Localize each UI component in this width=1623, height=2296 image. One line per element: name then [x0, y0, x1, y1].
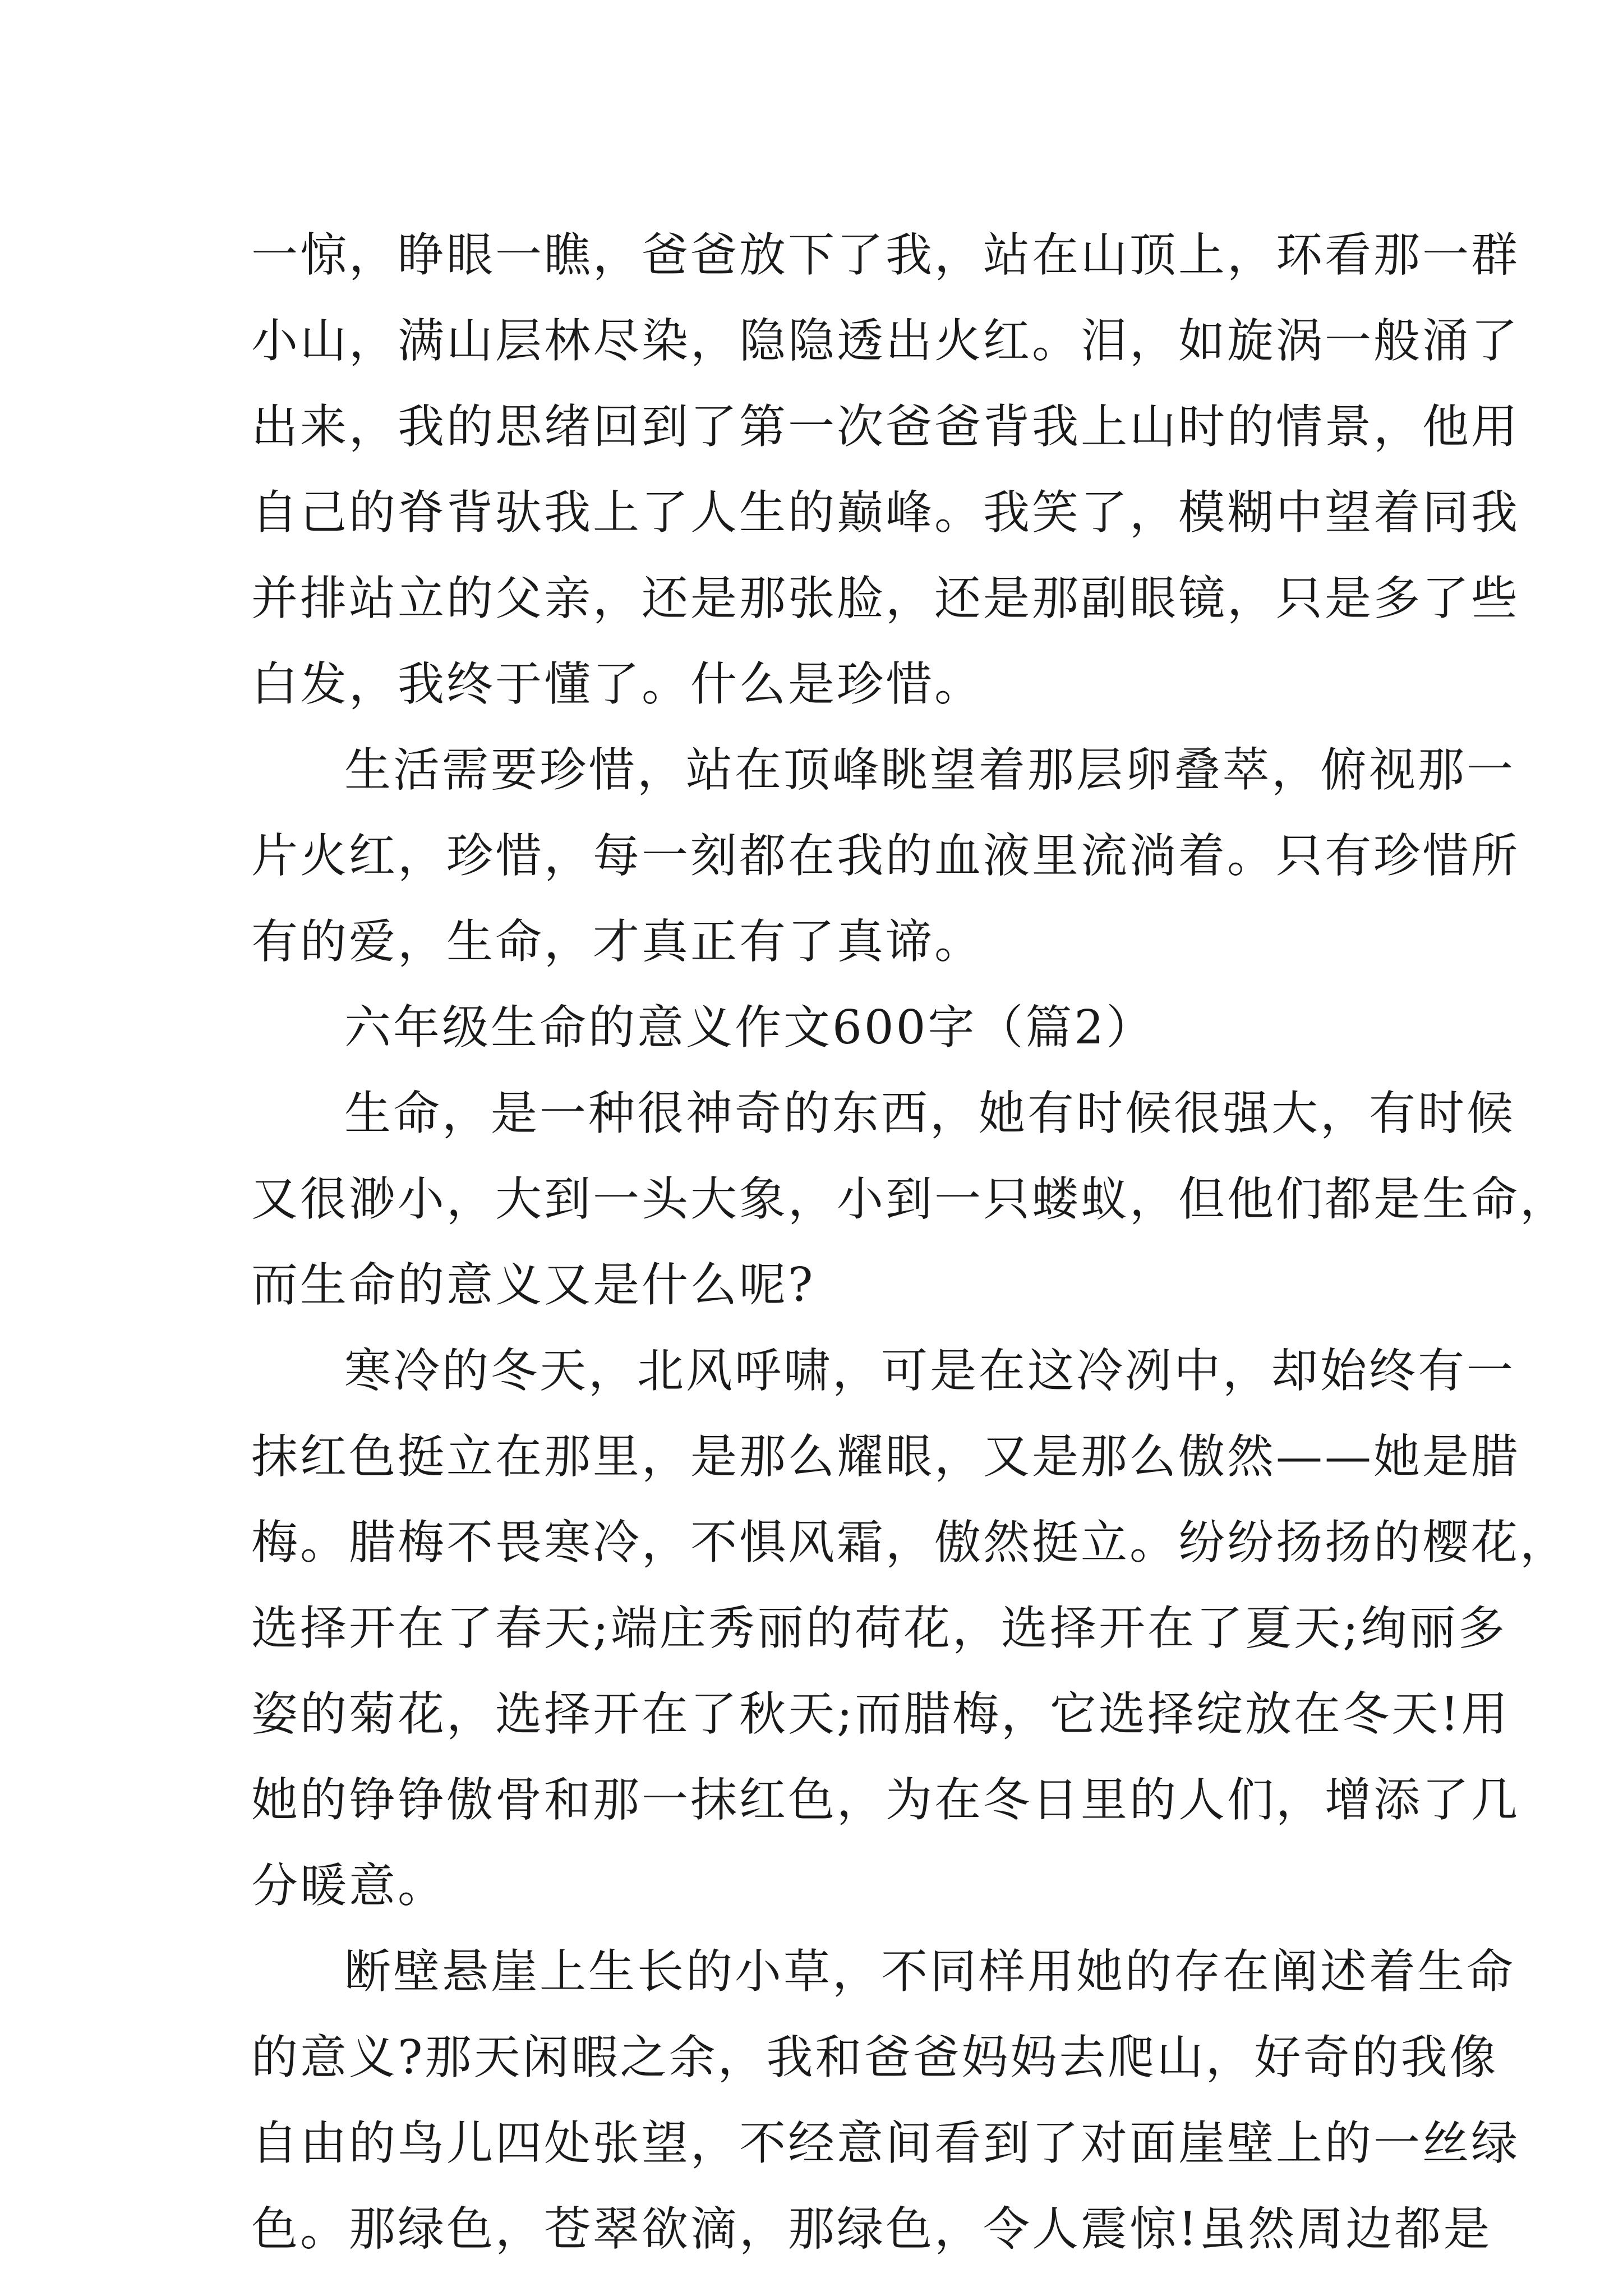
- text-line: 有的爱，生命，才真正有了真谛。: [251, 914, 983, 969]
- text-line: 分暖意。: [251, 1858, 446, 1913]
- text-line: 自己的脊背驮我上了人生的巅峰。我笑了，模糊中望着同我: [251, 485, 1520, 540]
- text-line: 一惊，睁眼一瞧，爸爸放下了我，站在山顶上，环看那一群: [251, 228, 1520, 282]
- paragraph-first-line: 寒冷的冬天，北风呼啸，可是在这冷冽中，却始终有一: [344, 1343, 1515, 1398]
- body-text: [251, 212, 1569, 2272]
- text-line: 片火红，珍惜，每一刻都在我的血液里流淌着。只有珍惜所: [251, 829, 1520, 883]
- text-line: 选择开在了春天;端庄秀丽的荷花，选择开在了夏天;绚丽多: [251, 1601, 1507, 1655]
- paragraph-first-line: 断壁悬崖上生长的小草，不同样用她的存在阐述着生命: [344, 1944, 1515, 1999]
- text-line: 小山，满山层林尽染，隐隐透出火红。泪，如旋涡一般涌了: [251, 314, 1520, 368]
- text-line: 出来，我的思绪回到了第一次爸爸背我上山时的情景，他用: [251, 399, 1520, 454]
- text-line: 并排站立的父亲，还是那张脸，还是那副眼镜，只是多了些: [251, 571, 1520, 625]
- text-line: 她的铮铮傲骨和那一抹红色，为在冬日里的人们，增添了几: [251, 1773, 1520, 1827]
- section-heading: 六年级生命的意义作文600字（篇2）: [344, 1000, 1155, 1055]
- text-line: 又很渺小，大到一头大象，小到一只蝼蚁，但他们都是生命，: [251, 1172, 1569, 1226]
- text-line: 抹红色挺立在那里，是那么耀眼，又是那么傲然——她是腊: [251, 1429, 1520, 1484]
- text-line: 色。那绿色，苍翠欲滴，那绿色，令人震惊!虽然周边都是: [251, 2202, 1492, 2256]
- text-line: 白发，我终于懂了。什么是珍惜。: [251, 657, 983, 711]
- text-line: 自由的鸟儿四处张望，不经意间看到了对面崖壁上的一丝绿: [251, 2116, 1520, 2170]
- text-line: 姿的菊花，选择开在了秋天;而腊梅，它选择绽放在冬天!用: [251, 1687, 1510, 1741]
- paragraph-first-line: 生命，是一种很神奇的东西，她有时候很强大，有时候: [344, 1086, 1515, 1140]
- paragraph-first-line: 生活需要珍惜，站在顶峰眺望着那层卵叠萃，俯视那一: [344, 743, 1515, 797]
- text-line: 梅。腊梅不畏寒冷，不惧风霜，傲然挺立。纷纷扬扬的樱花，: [251, 1515, 1569, 1570]
- text-line: 的意义?那天闲暇之余，我和爸爸妈妈去爬山，好奇的我像: [251, 2030, 1498, 2085]
- text-line: 而生命的意义又是什么呢?: [251, 1258, 815, 1312]
